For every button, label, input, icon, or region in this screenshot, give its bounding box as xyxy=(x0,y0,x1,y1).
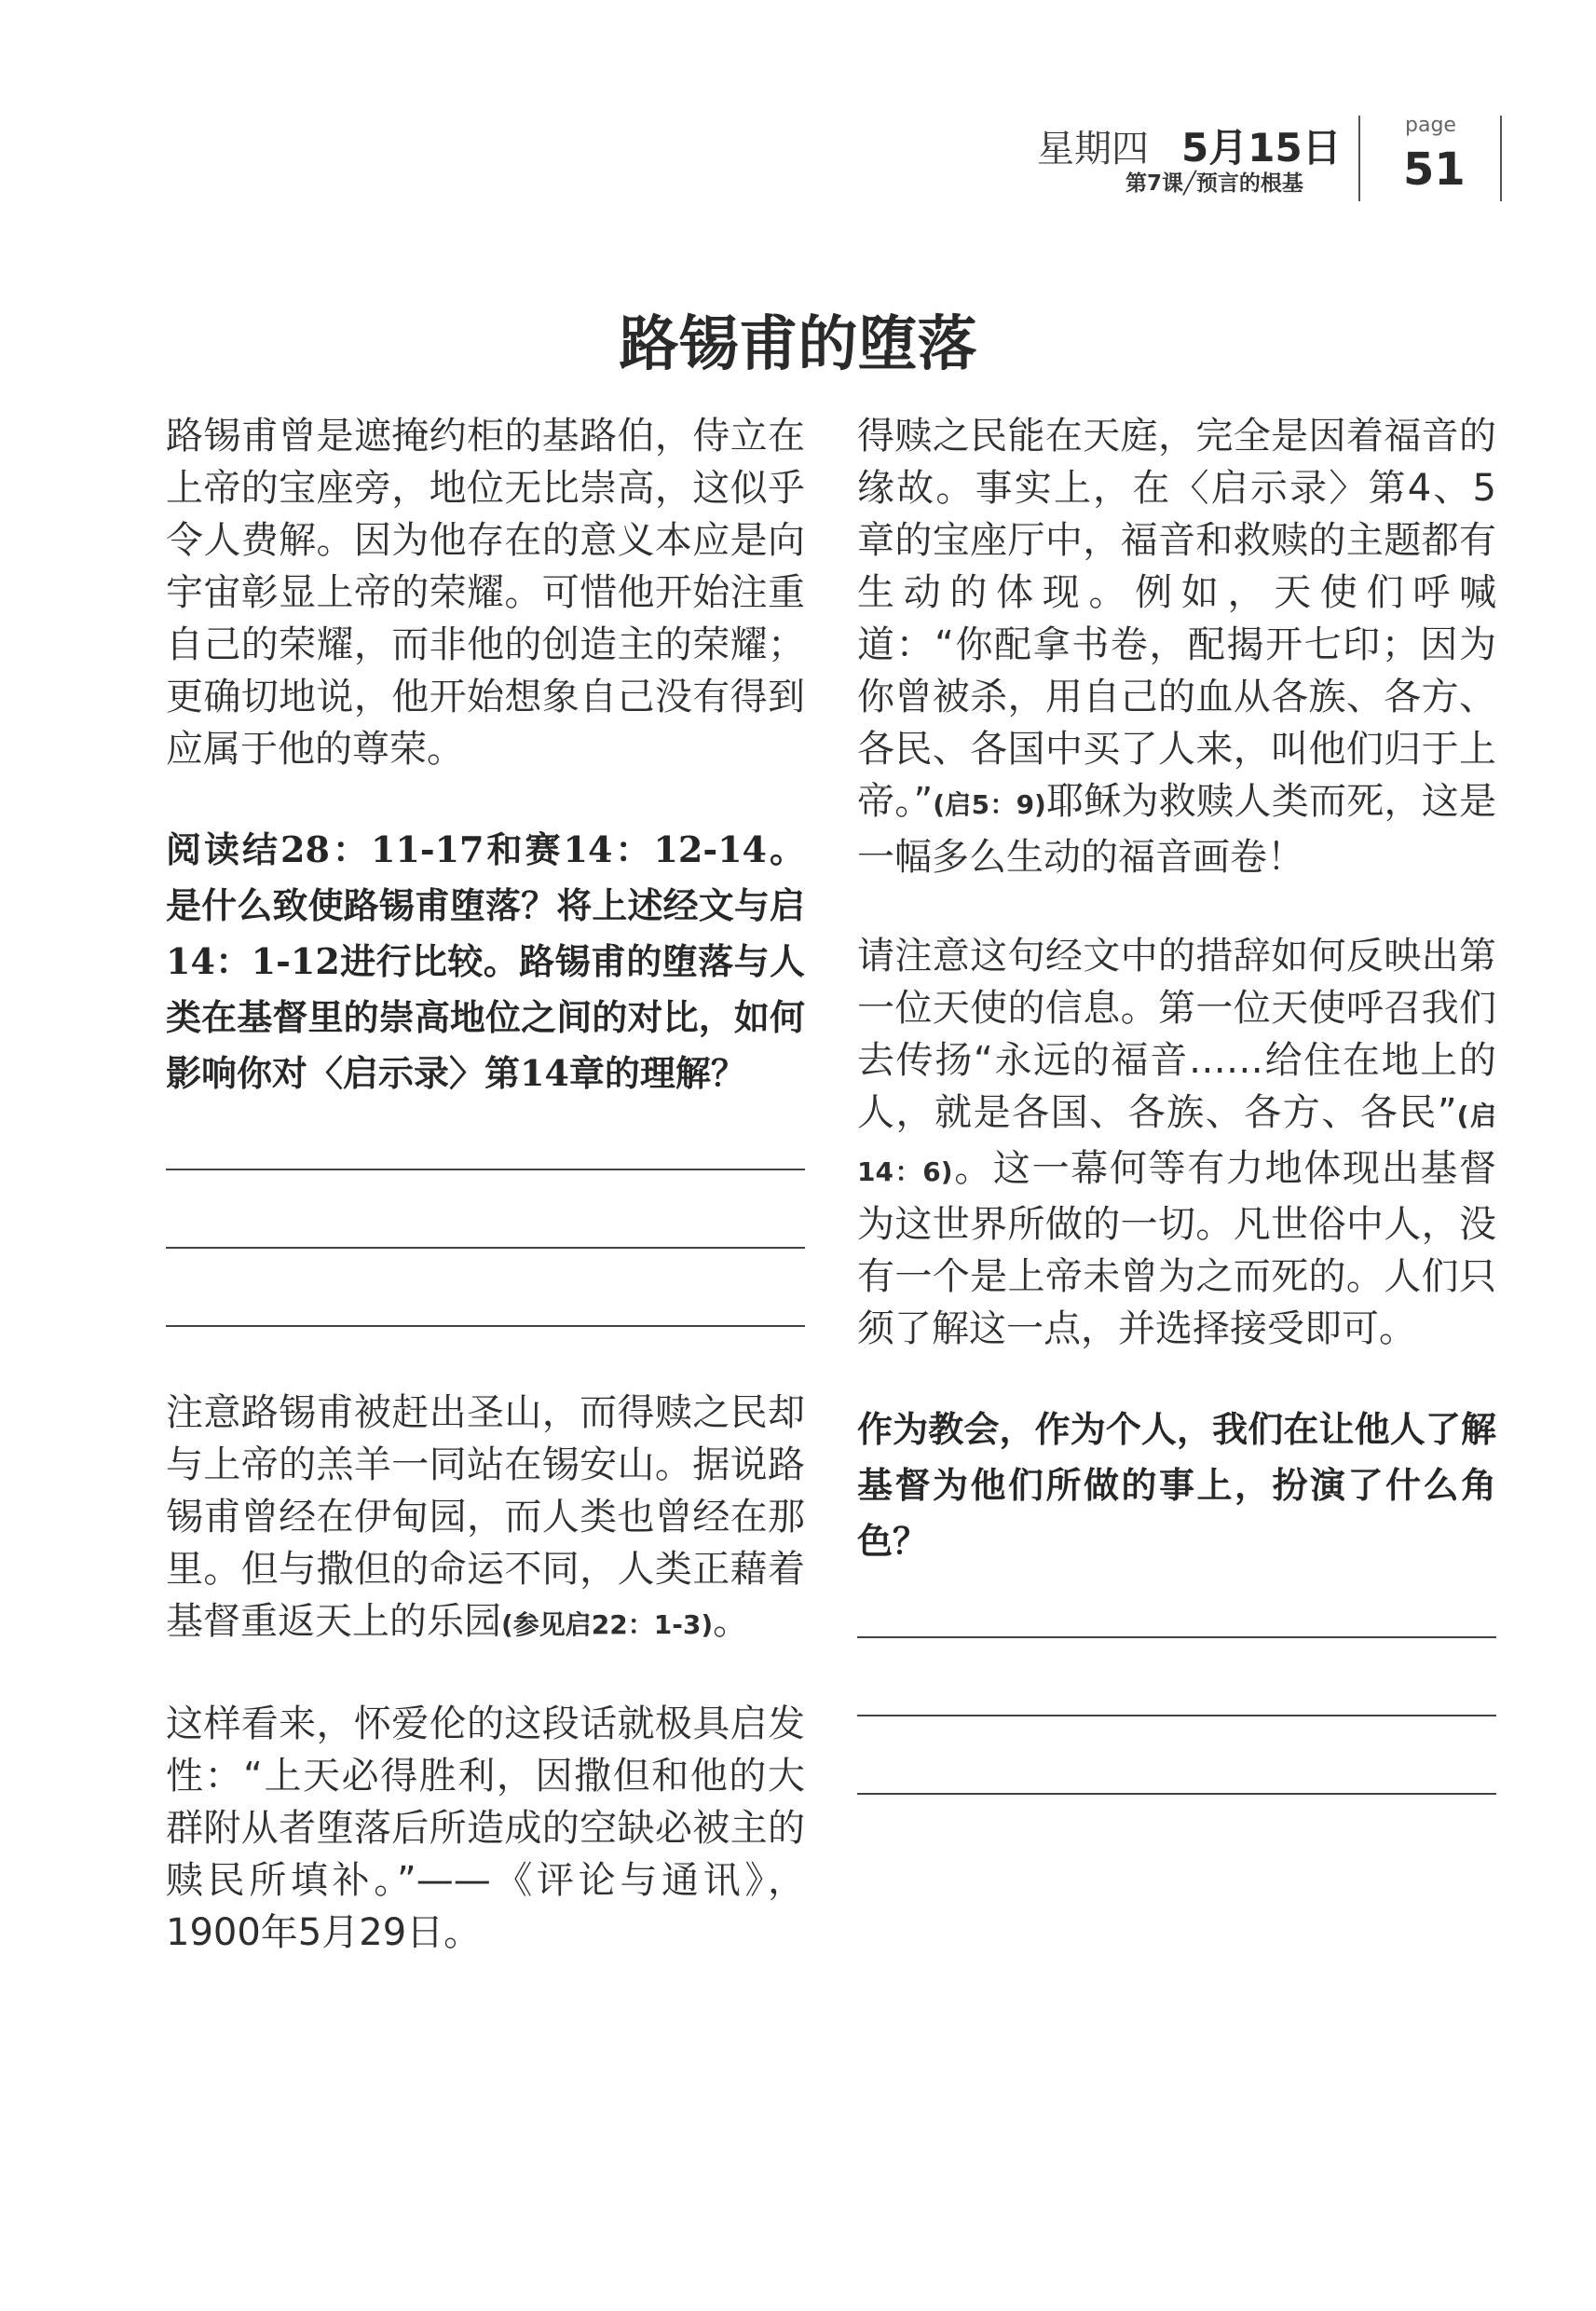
paragraph-text: 得赎之民能在天庭，完全是因着福音的缘故。事实上，在〈启示录〉第4、5章的宝座厅中，福音和救赎的主题都有生动的体现。例如，天使们呼喊道：“你配拿书卷，配揭开七印；因为你曾被杀，用自己的血从各族、各方、各民、各国中买了人来，叫他们归于上帝。” xyxy=(857,415,1496,823)
right-column xyxy=(857,410,1496,1854)
scripture-reference: (启14：6) xyxy=(857,1101,1496,1187)
page-title: 路锡甫的堕落 xyxy=(619,309,977,379)
paragraph-text: 请注意这句经文中的措辞如何反映出第一位天使的信息。第一位天使呼召我们去传扬“永远的福音……给住在地上的人，就是各国、各族、各方、各民” xyxy=(857,935,1496,1134)
left-column xyxy=(166,410,805,2005)
paragraph-text: 耶稣为救赎人类而死，这是一幅多么生动的福音画卷！ xyxy=(857,780,1496,879)
answer-lines[interactable] xyxy=(857,1636,1496,1795)
paragraph-text: 。 xyxy=(713,1600,751,1643)
scripture-reference: (启5：9) xyxy=(933,789,1046,820)
paragraph xyxy=(857,930,1496,1355)
paragraph-text: 注意路锡甫被赶出圣山，而得赎之民却与上帝的羔羊一同站在锡安山。据说路锡甫曾经在伊甸园，而人类也曾经在那里。但与撒但的命运不同，人类正藉着基督重返天上的乐园 xyxy=(166,1391,805,1643)
scripture-reference: (参见启22：1-3) xyxy=(501,1609,714,1640)
page-header xyxy=(0,110,1596,212)
header-divider xyxy=(1358,116,1360,201)
paragraph-text: 。这一幕何等有力地体现出基督为这世界所做的一切。凡世俗中人，没有一个是上帝未曾为之而死的。人们只须了解这一点，并选择接受即可。 xyxy=(857,1147,1496,1350)
answer-line[interactable] xyxy=(166,1169,805,1170)
header-day: 星期四 xyxy=(1037,128,1149,171)
answer-lines[interactable] xyxy=(166,1169,805,1327)
header-divider-right xyxy=(1500,116,1502,201)
header-date: 5月15日 xyxy=(1181,125,1342,171)
page-number: 51 xyxy=(1403,144,1466,196)
paragraph xyxy=(166,1387,805,1651)
answer-line[interactable] xyxy=(857,1715,1496,1716)
answer-line[interactable] xyxy=(857,1793,1496,1795)
paragraph: 路锡甫曾是遮掩约柜的基路伯，侍立在上帝的宝座旁，地位无比崇高，这似乎令人费解。因为他存在的意义本应是向宇宙彰显上帝的荣耀。可惜他开始注重自己的荣耀，而非他的创造主的荣耀；更确切地说，他开始想象自己没有得到应属于他的尊荣。 xyxy=(166,415,805,771)
answer-line[interactable] xyxy=(166,1325,805,1327)
study-question: 作为教会，作为个人，我们在让他人了解基督为他们所做的事上，扮演了什么角色？ xyxy=(857,1408,1496,1562)
answer-line[interactable] xyxy=(166,1247,805,1249)
answer-line[interactable] xyxy=(857,1636,1496,1638)
study-question: 阅读结28：11-17和赛14：12-14。是什么致使路锡甫堕落？将上述经文与启14：1-12进行比较。路锡甫的堕落与人类在基督里的崇高地位之间的对比，如何影响你对〈启示录〉第14章的理解？ xyxy=(166,828,805,1094)
paragraph xyxy=(857,410,1496,883)
header-lesson: 第7课╱预言的根基 xyxy=(1125,171,1303,196)
page-label: page xyxy=(1405,114,1456,137)
paragraph: 这样看来，怀爱伦的这段话就极具启发性：“上天必得胜利，因撒但和他的大群附从者堕落后所造成的空缺必被主的赎民所填补。”——《评论与通讯》，1900年5月29日。 xyxy=(166,1702,805,1954)
